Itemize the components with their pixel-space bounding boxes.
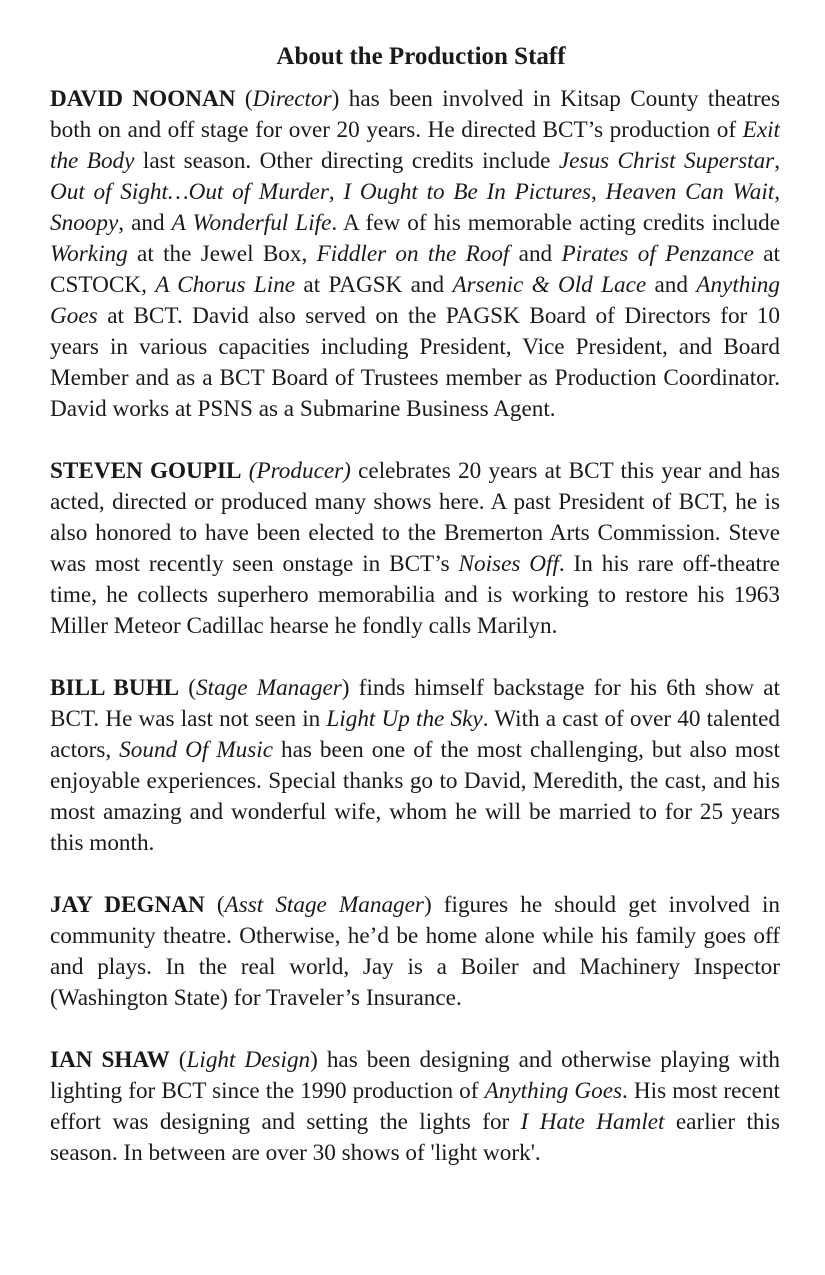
italic-title: Asst Stage Manager [224, 892, 424, 918]
bio-text: earlier this season. In between are over 30 shows of 'light work'. [50, 1109, 780, 1166]
italic-title: Heaven Can Wait [605, 179, 775, 205]
italic-title: I Ought to Be In Pictures [343, 179, 592, 205]
person-name: DAVID NOONAN [50, 86, 236, 112]
bio-text: . A few of his memorable acting credits include [331, 210, 780, 236]
bio-text: ( [235, 86, 253, 112]
bio-text: ( [169, 1047, 187, 1073]
bio-text: and [509, 241, 562, 267]
bio-text: , [774, 179, 780, 205]
bio-text: ) finds himself backstage for his 6th show at BCT. He was last not seen in [50, 675, 780, 732]
italic-title: Working [50, 241, 128, 267]
bio-text: at CSTOCK, [50, 241, 780, 298]
document-page [50, 40, 780, 1200]
person-name: JAY DEGNAN [50, 892, 205, 918]
italic-title: A Chorus Line [155, 272, 296, 298]
bio-text: ( [179, 675, 197, 701]
bio-text [242, 458, 249, 484]
bio-text: ) has been involved in Kitsap County theatres both on and off stage for over 20 years. He directed BCT’s production of [50, 86, 780, 143]
italic-title: Fiddler on the Roof [316, 241, 510, 267]
italic-title: Light Design [186, 1047, 311, 1073]
italic-title: A Wonderful Life [171, 210, 332, 236]
bio-text: . His most recent effort was designing and setting the lights for [50, 1078, 780, 1135]
italic-title: Exit the Body [50, 117, 780, 174]
bio-text: at PAGSK and [295, 272, 453, 298]
person-name: BILL BUHL [50, 675, 180, 701]
bio-text: , and [118, 210, 172, 236]
bio-bill-buhl [50, 673, 780, 859]
italic-title: (Producer) [248, 458, 351, 484]
bio-steven-goupil [50, 456, 780, 642]
person-name: STEVEN GOUPIL [50, 458, 242, 484]
bio-text: , [774, 148, 780, 174]
bio-ian-shaw [50, 1045, 780, 1169]
bio-text: , [591, 179, 606, 205]
italic-title: Jesus Christ Superstar [558, 148, 775, 174]
italic-title: Anything Goes [484, 1078, 623, 1104]
italic-title: Director [252, 86, 332, 112]
italic-title: Out of Sight…Out of Murder [50, 179, 329, 205]
bio-text: at BCT. David also served on the PAGSK Board of Directors for 10 years in various capacities including President, Vice President, and Board Member and as a BCT Board of Trustees member as Production Coordinator. David works at PSNS as a Submarine Business Agent. [50, 303, 780, 422]
italic-title: Pirates of Penzance [561, 241, 754, 267]
person-name: IAN SHAW [50, 1047, 170, 1073]
italic-title: Stage Manager [196, 675, 342, 701]
italic-title: Snoopy [50, 210, 119, 236]
bio-text: . In his rare off-theatre time, he collects superhero memorabilia and is working to restore his 1963 Miller Meteor Cadillac hearse he fondly calls Marilyn. [50, 551, 780, 639]
bio-text: ) figures he should get involved in community theatre. Otherwise, he’d be home alone while his family goes off and plays. In the real world, Jay is a Boiler and Machinery Inspector (Washington State) for Traveler’s Insurance. [50, 892, 780, 1011]
italic-title: Arsenic & Old Lace [452, 272, 647, 298]
italic-title: Light Up the Sky [326, 706, 483, 732]
bio-jay-degnan [50, 890, 780, 1014]
bio-text: . With a cast of over 40 talented actors, [50, 706, 781, 763]
bio-text: celebrates 20 years at BCT this year and has acted, directed or produced many shows here. A past President of BCT, he is also honored to have been elected to the Bremerton Arts Commission. Steve was most recently seen onstage in BCT’s [50, 458, 780, 577]
italic-title: I Hate Hamlet [520, 1109, 665, 1135]
bio-david-noonan [50, 84, 780, 425]
bio-text: at the Jewel Box, [127, 241, 317, 267]
bio-text: has been one of the most challenging, but also most enjoyable experiences. Special thanks go to David, Meredith, the cast, and his most amazing and wonderful wife, whom he will be married to for 25 years this month. [50, 737, 780, 856]
bio-text: last season. Other directing credits include [134, 148, 559, 174]
italic-title: Noises Off [458, 551, 559, 577]
italic-title: Sound Of Music [119, 737, 274, 763]
bio-text: ) has been designing and otherwise playing with lighting for BCT since the 1990 production of [50, 1047, 780, 1104]
bio-text: and [646, 272, 697, 298]
page-title: About the Production Staff [276, 43, 566, 70]
italic-title: Anything Goes [50, 272, 780, 329]
bio-text: ( [204, 892, 225, 918]
bio-text: , [328, 179, 344, 205]
